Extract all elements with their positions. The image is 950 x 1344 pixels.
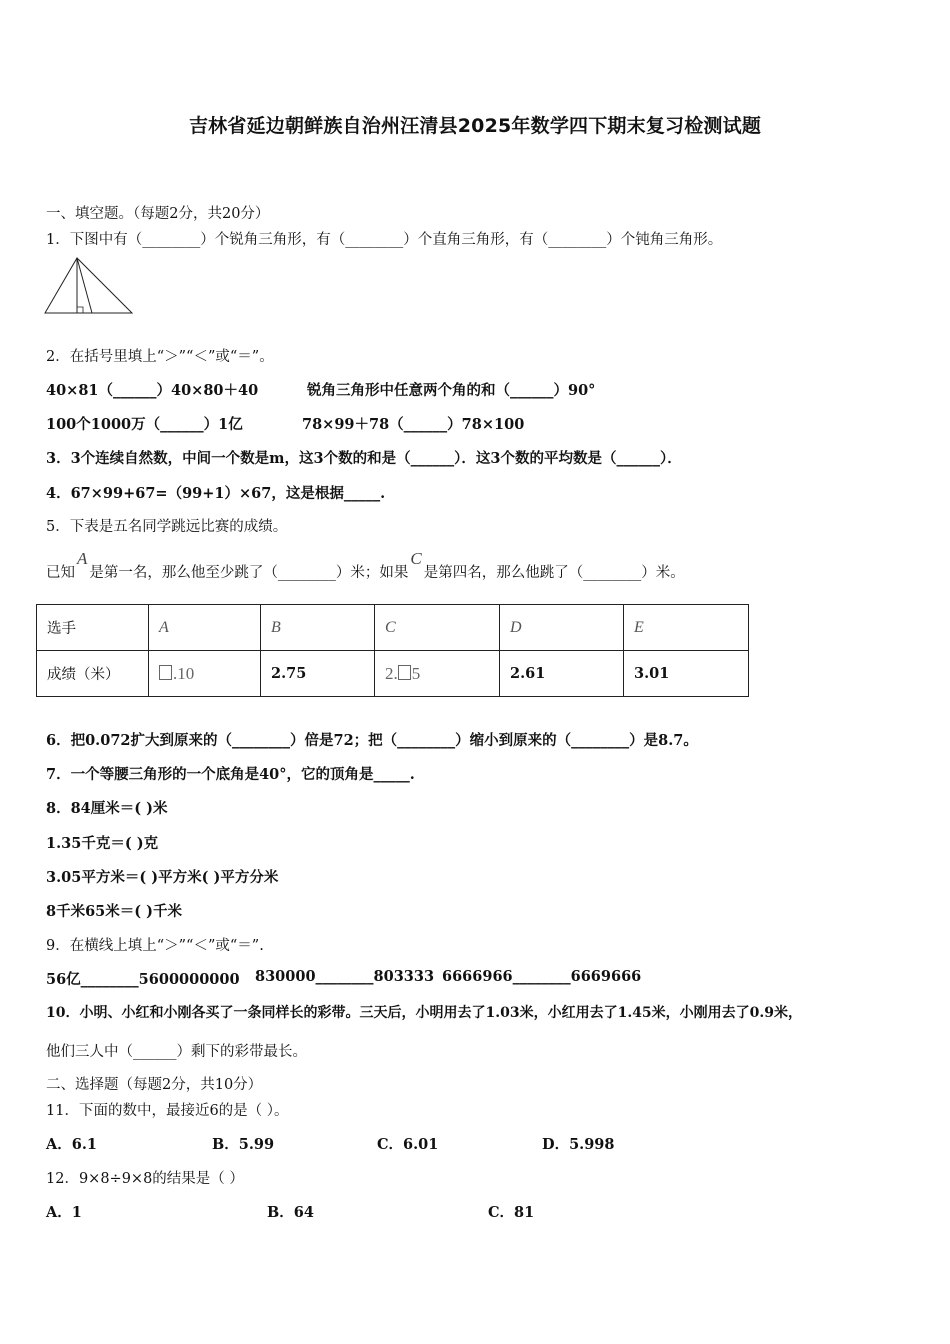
var-a: A [77, 549, 88, 568]
q5-part3: 是第四名，那么他跳了（________）米。 [423, 565, 685, 581]
header-cell-player: 选手 [37, 605, 149, 651]
page-title: 吉林省延边朝鲜族自治州汪清县2025年数学四下期末复习检测试题 [188, 115, 762, 137]
question-7: 7．一个等腰三角形的一个底角是40°，它的顶角是_____. [46, 766, 415, 783]
question-8-line2: 1.35千克＝( )克 [46, 835, 159, 852]
jump-scores-table [36, 604, 749, 697]
unknown-digit-box [398, 665, 411, 680]
q12-option-c: C．81 [488, 1204, 535, 1221]
section2-heading: 二、选择题（每题2分，共10分） [46, 1077, 263, 1093]
q12-option-a: A．1 [46, 1204, 82, 1221]
score-b: 2.75 [261, 651, 375, 697]
score-c: 2. 5 [375, 651, 500, 697]
header-cell-e: E [624, 605, 749, 651]
table-header-row [37, 605, 749, 651]
section1-heading: 一、填空题。（每题2分，共20分） [46, 206, 270, 222]
question-2-row1-b: 锐角三角形中任意两个角的和（______）90° [307, 382, 596, 399]
question-6: 6．把0.072扩大到原来的（________）倍是72；把（________）缩小到原来的（________）是8.7。 [46, 732, 698, 749]
table-score-row [37, 651, 749, 697]
question-10-line2: 他们三人中（______）剩下的彩带最长。 [46, 1044, 307, 1060]
unknown-digit-box [159, 665, 172, 680]
q12-option-b: B．64 [267, 1204, 314, 1221]
question-2-row1-a: 40×81（______）40×80＋40 [46, 382, 259, 399]
question-9-b: 830000________803333 [255, 968, 435, 985]
question-11-stem: 11．下面的数中，最接近6的是（ ）。 [46, 1103, 289, 1119]
header-cell-a: A [149, 605, 261, 651]
question-12-stem: 12．9×8÷9×8的结果是（ ） [46, 1171, 244, 1187]
question-10-line1: 10．小明、小红和小刚各买了一条同样长的彩带。三天后，小明用去了1.03米，小红用去了1.45米，小刚用去了0.9米， [46, 1005, 803, 1021]
q11-option-c: C．6.01 [377, 1136, 439, 1153]
header-cell-b: B [261, 605, 375, 651]
question-9-c: 6666966________6669666 [442, 968, 642, 985]
q11-option-a: A．6.1 [46, 1136, 97, 1153]
score-d: 2.61 [500, 651, 624, 697]
score-e: 3.01 [624, 651, 749, 697]
question-2-row2-b: 78×99＋78（______）78×100 [302, 416, 525, 433]
question-2-stem: 2．在括号里填上“＞”“＜”或“＝”。 [46, 349, 274, 365]
header-cell-d: D [500, 605, 624, 651]
question-8-line1: 8．84厘米＝( )米 [46, 800, 168, 817]
q5-part1: 已知 [46, 565, 75, 581]
header-cell-c: C [375, 605, 500, 651]
question-9-stem: 9．在横线上填上“＞”“＜”或“＝”. [46, 938, 264, 954]
row-label-score: 成绩（米） [37, 651, 149, 697]
question-8-line4: 8千米65米＝( )千米 [46, 903, 183, 920]
question-4: 4．67×99+67=（99+1）×67，这是根据_____. [46, 485, 386, 502]
q11-option-b: B．5.99 [212, 1136, 275, 1153]
q5-part2: 是第一名，那么他至少跳了（________）米；如果 [89, 565, 409, 581]
question-9-a: 56亿________5600000000 [46, 971, 240, 988]
question-8-line3: 3.05平方米＝( )平方米( )平方分米 [46, 869, 279, 886]
var-c: C [410, 549, 422, 568]
question-5-text [46, 549, 685, 582]
question-5-stem: 5．下表是五名同学跳远比赛的成绩。 [46, 519, 288, 535]
question-3: 3．3个连续自然数，中间一个数是m，这3个数的和是（______）．这3个数的平均数是（______）． [46, 450, 682, 467]
triangle-figure [44, 256, 134, 316]
q11-option-d: D．5.998 [542, 1136, 615, 1153]
question-2-row2-a: 100个1000万（______）1亿 [46, 416, 243, 433]
question-1: 1．下图中有（________）个锐角三角形，有（________）个直角三角形，有（________）个钝角三角形。 [46, 232, 723, 248]
score-a: .10 [149, 651, 261, 697]
